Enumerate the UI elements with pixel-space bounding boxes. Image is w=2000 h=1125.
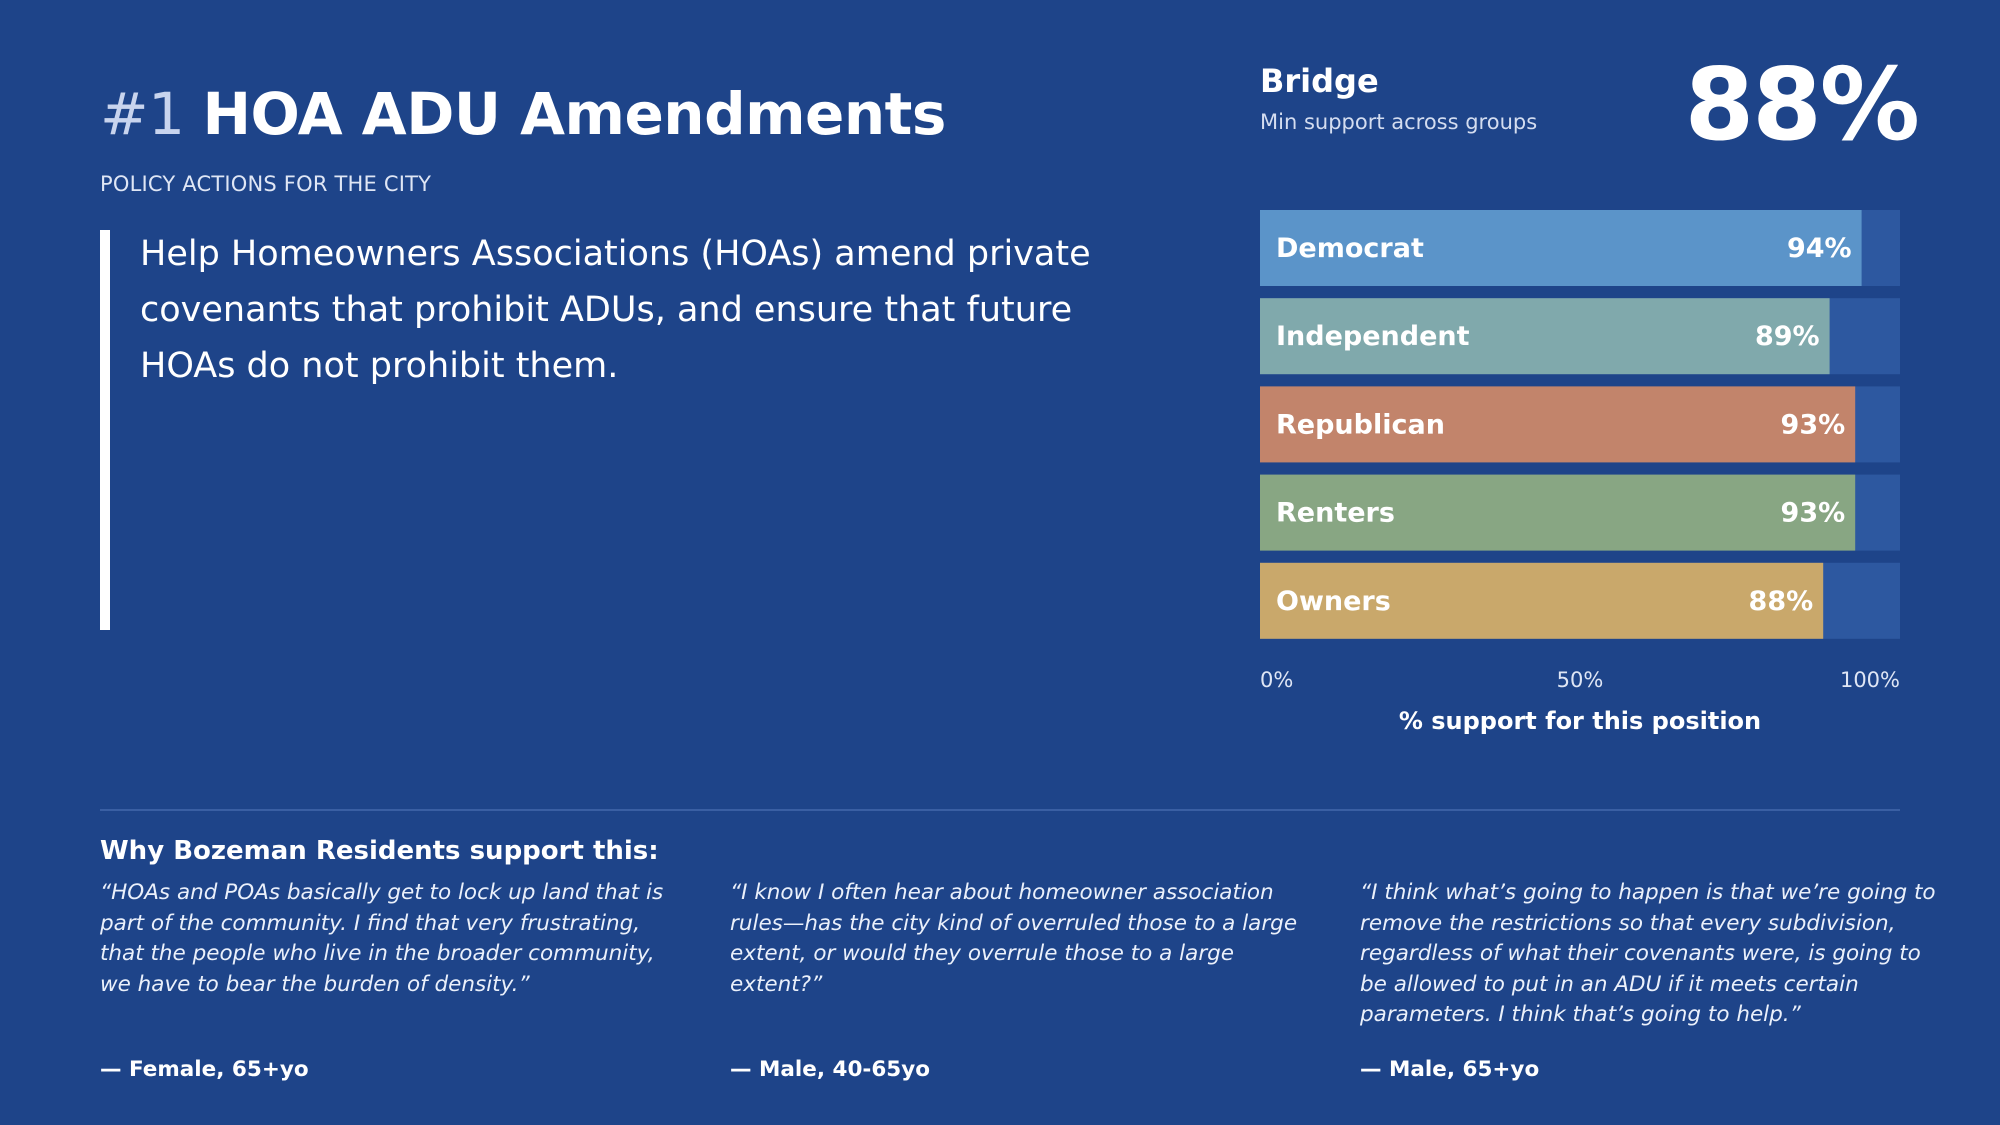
- page-title: [100, 78, 946, 150]
- bar-value-label: 88%: [1748, 585, 1814, 617]
- bar-category-label: Renters: [1276, 497, 1395, 529]
- testimonial-attribution-3: — Male, 65+yo: [1360, 1057, 1540, 1082]
- testimonial-attribution-2: — Male, 40-65yo: [730, 1057, 931, 1082]
- testimonial-quote-2: “I know I often hear about homeowner association rules—has the city kind of overruled those to a large extent, or would they overrule those to a large extent?”: [730, 880, 1298, 997]
- title-rank: #1: [100, 80, 185, 148]
- testimonial-quote-1: “HOAs and POAs basically get to lock up land that is part of the community. I find that very frustrating, that the people who live in the broader community, we have to bear the burden of density.”: [100, 880, 664, 997]
- testimonials-heading: Why Bozeman Residents support this:: [100, 836, 659, 866]
- support-bar-chart: [1260, 200, 1920, 740]
- policy-description: Help Homeowners Associations (HOAs) amend private covenants that prohibit ADUs, and ensure that future HOAs do not prohibit them.: [140, 234, 1091, 386]
- x-tick-label: 0%: [1260, 668, 1294, 692]
- bridge-sublabel: Min support across groups: [1260, 110, 1538, 134]
- bar-value-label: 93%: [1780, 497, 1846, 529]
- description-accent-bar: [100, 230, 110, 630]
- x-tick-label: 50%: [1556, 668, 1604, 692]
- testimonial-attribution-1: — Female, 65+yo: [100, 1057, 309, 1082]
- page-subtitle: POLICY ACTIONS FOR THE CITY: [100, 172, 432, 196]
- bar-category-label: Owners: [1276, 585, 1391, 617]
- bar-category-label: Democrat: [1276, 233, 1424, 264]
- bridge-label: Bridge: [1260, 62, 1379, 100]
- x-tick-label: 100%: [1839, 668, 1900, 692]
- bar-category-label: Independent: [1276, 321, 1470, 353]
- bar-value-label: 94%: [1786, 233, 1852, 264]
- bar-category-label: Republican: [1276, 409, 1445, 441]
- bridge-value: 88%: [1684, 46, 1918, 163]
- bar-value-label: 89%: [1754, 321, 1820, 353]
- x-axis-label: % support for this position: [1398, 707, 1762, 735]
- bar-value-label: 93%: [1780, 409, 1846, 441]
- testimonial-quote-3: “I think what’s going to happen is that we’re going to remove the restrictions so that every subdivision, regardless of what their covenants were, is going to be allowed to put in an ADU if it meets certain parameters. I think that’s going to help.”: [1360, 880, 1936, 1027]
- title-text: HOA ADU Amendments: [202, 80, 946, 148]
- section-divider: [100, 809, 1900, 811]
